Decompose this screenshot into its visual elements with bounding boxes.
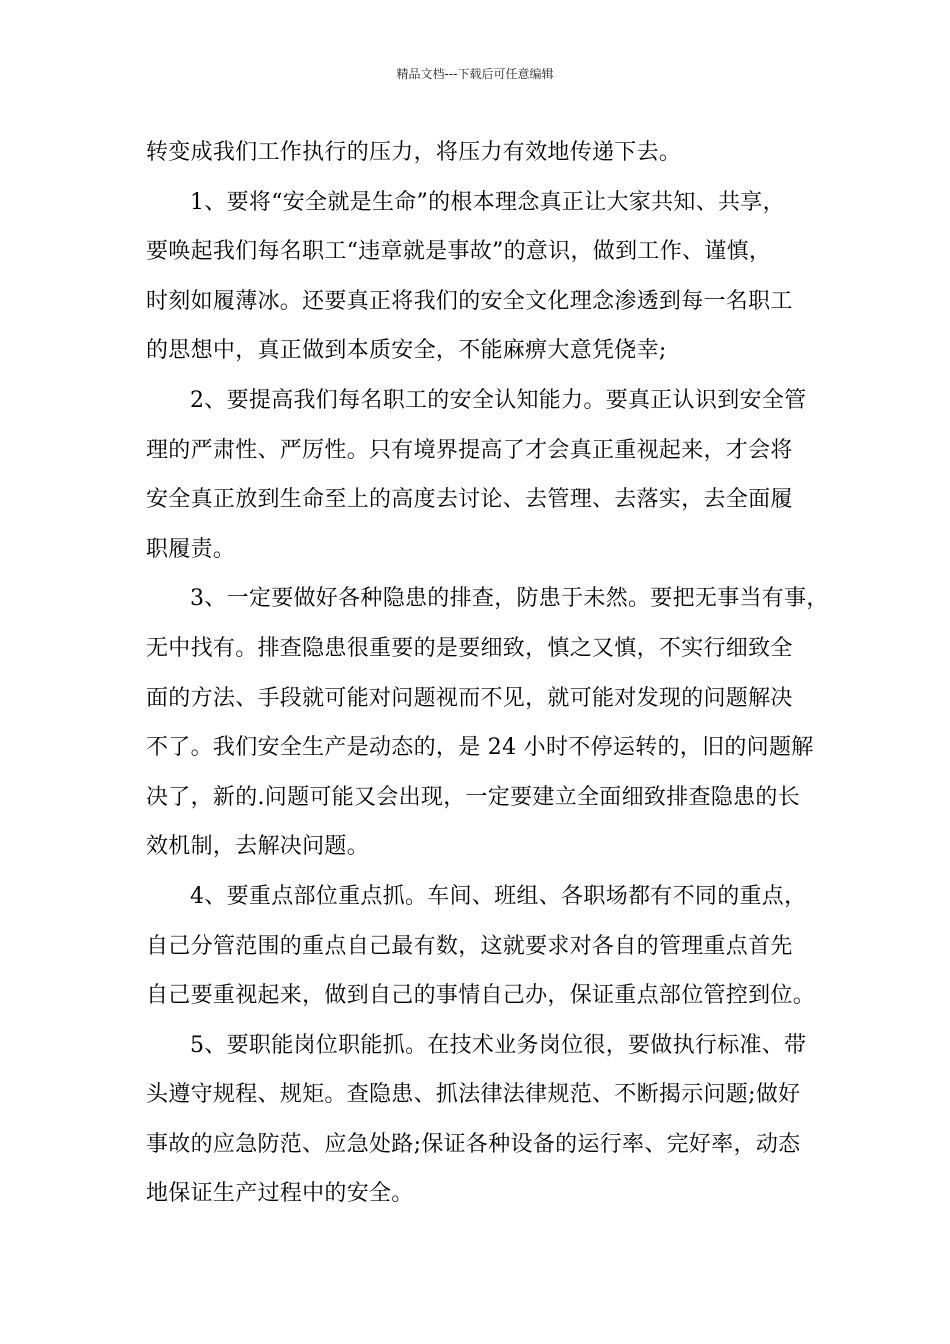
text-line: 地保证生产过程中的安全。: [146, 1181, 414, 1207]
text-line: 事故的应急防范、应急处路;保证各种设备的运行率、完好率，动态: [146, 1131, 801, 1157]
text-line: 转变成我们工作执行的压力，将压力有效地传递下去。: [146, 140, 682, 165]
text-line: 自己分管范围的重点自己最有数，这就要求对各自的管理重点首先: [146, 933, 793, 959]
text-line: 无中找有。排查隐患很重要的是要细致，慎之又慎，不实行细致全: [146, 635, 793, 661]
text-line-paragraph-start: 3、一定要做好各种隐患的排查，防患于未然。要把无事当有事，: [190, 586, 829, 612]
text-line: 的思想中，真正做到本质安全，不能麻痹大意凭侥幸;: [146, 338, 667, 364]
text-line: 自己要重视起来，做到自己的事情自己办，保证重点部位管控到位。: [146, 983, 816, 1009]
text-line: 决了，新的.问题可能又会出现，一定要建立全面细致排查隐患的长: [146, 784, 800, 810]
page-header: 精品文档---下载后可任意编辑: [396, 67, 554, 81]
text-line: 时刻如履薄冰。还要真正将我们的安全文化理念渗透到每一名职工: [146, 288, 793, 314]
text-line: 要唤起我们每名职工“违章就是事故”的意识，做到工作、谨慎，: [146, 239, 772, 265]
text-line: 面的方法、手段就可能对问题视而不见，就可能对发现的问题解决: [146, 685, 793, 711]
text-line-paragraph-start: 2、要提高我们每名职工的安全认知能力。要真正认识到安全管: [190, 387, 807, 413]
text-line-paragraph-start: 1、要将“安全就是生命”的根本理念真正让大家共知、共享，: [190, 189, 785, 215]
text-line: 不了。我们安全生产是动态的，是 24 小时不停运转的，旧的问题解: [146, 735, 814, 761]
text-line-paragraph-start: 5、要职能岗位职能抓。在技术业务岗位很，要做执行标准、带: [190, 1032, 807, 1058]
text-line: 理的严肃性、严厉性。只有境界提高了才会真正重视起来，才会将: [146, 437, 793, 463]
text-line: 安全真正放到生命至上的高度去讨论、去管理、去落实，去全面履: [146, 487, 793, 513]
text-line: 效机制，去解决问题。: [146, 834, 370, 860]
text-line-paragraph-start: 4、要重点部位重点抓。车间、班组、各职场都有不同的重点，: [190, 883, 807, 909]
text-line: 头遵守规程、规矩。查隐患、抓法律法律规范、不断揭示问题;做好: [146, 1082, 801, 1108]
document-body: [146, 128, 829, 1219]
text-line: 职履责。: [146, 536, 236, 562]
